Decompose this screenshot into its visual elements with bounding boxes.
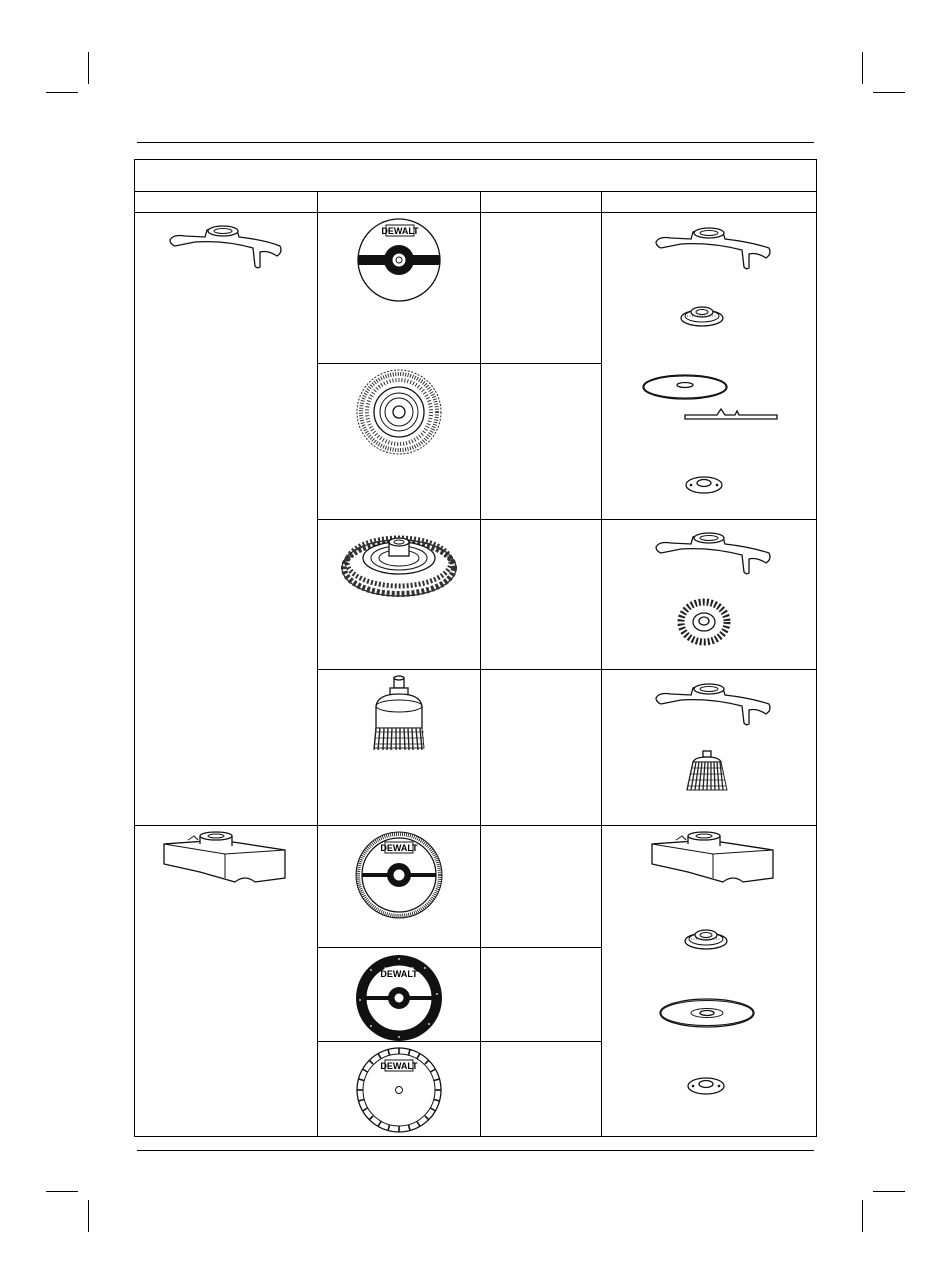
cutting-wheel-icon	[356, 217, 442, 303]
cutting-disc-icon	[658, 996, 756, 1030]
dewalt-logo: DEWALT	[380, 969, 418, 979]
backing-flange-icon	[679, 302, 725, 328]
header-rule	[137, 142, 814, 143]
clamp-nut-icon	[686, 1073, 726, 1097]
wire-wheel-icon	[354, 367, 444, 457]
guard-icon	[651, 224, 776, 272]
column-divider	[601, 191, 602, 1136]
wire-wheel-icon	[679, 600, 729, 644]
guard-icon	[651, 529, 776, 577]
cut-off-wheel-icon	[354, 830, 444, 920]
dewalt-logo: DEWALT	[381, 226, 419, 236]
type-1-guard-icon	[165, 222, 285, 272]
row-divider	[318, 363, 602, 364]
crop-mark	[873, 1191, 905, 1192]
crop-mark	[88, 52, 89, 84]
cup-brush-icon	[683, 750, 731, 792]
header-divider	[135, 191, 816, 192]
crop-mark	[46, 92, 78, 93]
column-divider	[480, 191, 481, 1136]
crop-mark	[88, 1200, 89, 1232]
row-divider	[318, 519, 816, 520]
guard-icon	[648, 830, 778, 890]
row-divider	[318, 947, 602, 948]
backing-flange-icon	[683, 925, 729, 951]
crop-mark	[46, 1191, 78, 1192]
diamond-wheel-icon	[354, 1045, 444, 1135]
wire-cup-brush-icon	[368, 676, 430, 754]
crop-mark	[862, 1200, 863, 1232]
column-divider	[317, 191, 318, 1136]
dewalt-logo: DEWALT	[380, 1061, 418, 1071]
type-27-guard-icon	[160, 830, 290, 890]
clamp-nut-icon	[684, 472, 724, 496]
abrasive-cut-off-wheel-icon	[355, 954, 443, 1042]
dewalt-logo: DEWALT	[380, 843, 418, 853]
group-divider	[135, 825, 816, 826]
footer-rule	[137, 1150, 814, 1151]
row-divider	[318, 669, 816, 670]
backing-pad-icon	[637, 371, 787, 427]
crop-mark	[873, 92, 905, 93]
crop-mark	[862, 52, 863, 84]
knotted-wire-wheel-icon	[339, 528, 459, 598]
header-divider	[135, 212, 816, 213]
guard-icon	[651, 680, 776, 728]
